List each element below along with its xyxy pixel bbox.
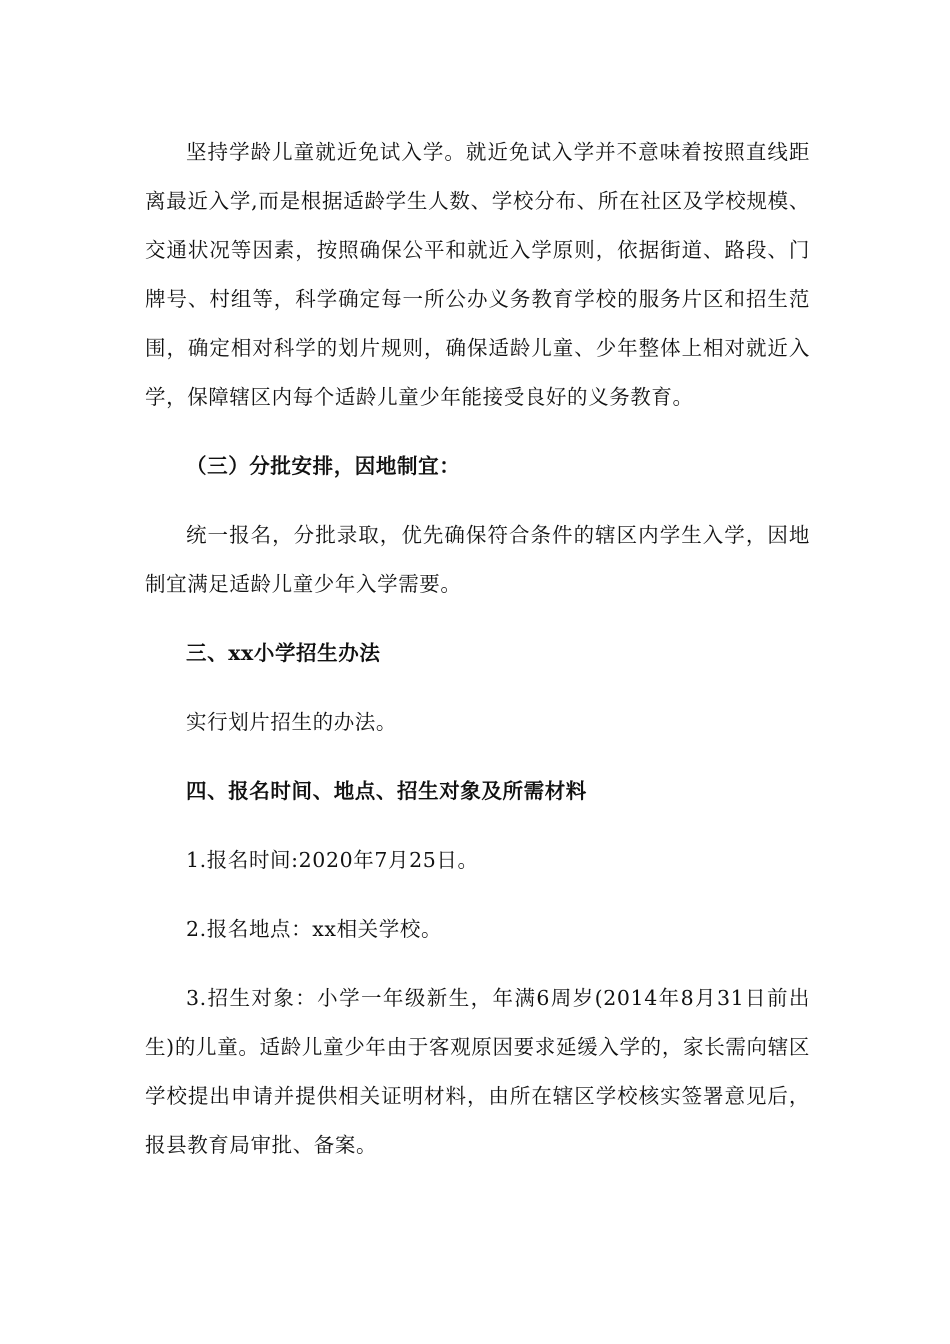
paragraph-enrollment-target: 3.招生对象：小学一年级新生，年满6周岁(2014年8月31日前出生)的儿童。适龄儿童少年由于客观原因要求延缓入学的，家长需向辖区学校提出申请并提供相关证明材料，由所在辖区学校核实签署意见后，报县教育局审批、备案。 xyxy=(145,986,810,1157)
document-body xyxy=(145,128,810,1190)
heading-enrollment-method: 三、xx小学招生办法 xyxy=(186,641,381,665)
paragraph-nearby-enrollment: 坚持学龄儿童就近免试入学。就近免试入学并不意味着按照直线距离最近入学,而是根据适龄学生人数、学校分布、所在社区及学校规模、交通状况等因素，按照确保公平和就近入学原则，依据街道、路段、门牌号、村组等，科学确定每一所公办义务教育学校的服务片区和招生范围，确定相对科学的划片规则，确保适龄儿童、少年整体上相对就近入学，保障辖区内每个适龄儿童少年能接受良好的义务教育。 xyxy=(145,140,810,409)
paragraph-unified-registration: 统一报名，分批录取，优先确保符合条件的辖区内学生入学，因地制宜满足适龄儿童少年入学需要。 xyxy=(145,523,810,596)
heading-batch-arrangement: （三）分批安排，因地制宜： xyxy=(186,454,461,478)
heading-registration-info: 四、报名时间、地点、招生对象及所需材料 xyxy=(186,779,587,803)
paragraph-registration-time: 1.报名时间:2020年7月25日。 xyxy=(186,848,479,872)
paragraph-registration-location: 2.报名地点：xx相关学校。 xyxy=(186,917,443,941)
paragraph-zoned-enrollment: 实行划片招生的办法。 xyxy=(186,710,397,734)
